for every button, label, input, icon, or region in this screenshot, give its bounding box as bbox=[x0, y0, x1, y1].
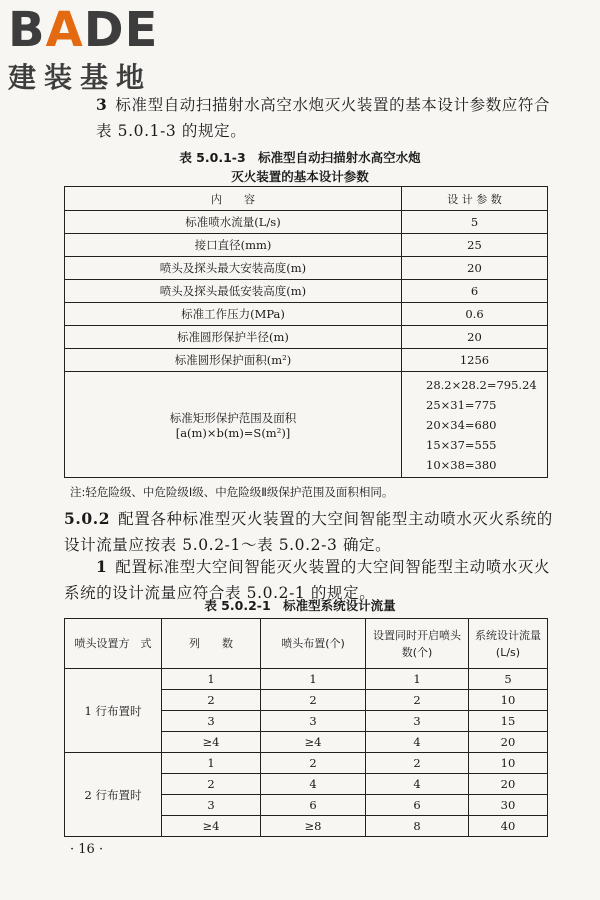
table2-header: 喷头设置方 式 bbox=[65, 619, 162, 669]
table-row: 喷头及探头最大安装高度(m) 20 bbox=[65, 257, 548, 280]
table2-header: 系统设计流量(L/s) bbox=[469, 619, 548, 669]
table-row: 标准圆形保护面积(m²) 1256 bbox=[65, 349, 548, 372]
table-row: 2 行布置时 1 2 2 10 bbox=[65, 753, 548, 774]
rect-protection-values: 28.2×28.2=795.24 25×31=775 20×34=680 15×37=555 10×38=380 bbox=[402, 372, 548, 478]
bade-logo bbox=[8, 2, 178, 96]
table-row: ≥4 ≥8 8 40 bbox=[65, 816, 548, 837]
table-row: 3 3 3 15 bbox=[65, 711, 548, 732]
table-row: 标准圆形保护半径(m) 20 bbox=[65, 326, 548, 349]
logo-wordmark: BADE bbox=[8, 2, 159, 58]
rect-protection-row bbox=[65, 372, 548, 478]
page-number: · 16 · bbox=[70, 842, 104, 857]
table-row: 标准喷水流量(L/s) 5 bbox=[65, 211, 548, 234]
table2-header: 喷头布置(个) bbox=[261, 619, 366, 669]
group-label: 1 行布置时 bbox=[65, 669, 162, 753]
table-row: 1 行布置时 1 1 1 5 bbox=[65, 669, 548, 690]
group-label: 2 行布置时 bbox=[65, 753, 162, 837]
paragraph-1: 1 配置标准型大空间智能灭火装置的大空间智能型主动喷水灭火系统的设计流量应符合表 5.0.2-1 的规定。 bbox=[64, 557, 551, 602]
table-row: 2 2 2 10 bbox=[65, 690, 548, 711]
logo-chinese: 建装基地 bbox=[8, 61, 153, 94]
system-flow-table bbox=[64, 618, 548, 837]
table-row: 喷头及探头最低安装高度(m) 6 bbox=[65, 280, 548, 303]
table1-note: 注:轻危险级、中危险级Ⅰ级、中危险级Ⅱ级保护范围及面积相同。 bbox=[70, 485, 394, 499]
table-row: 3 6 6 30 bbox=[65, 795, 548, 816]
intro-paragraph: 3 标准型自动扫描射水高空水炮灭火装置的基本设计参数应符合表 5.0.1-3 的规定。 bbox=[96, 95, 551, 140]
table-row: 标准工作压力(MPa) 0.6 bbox=[65, 303, 548, 326]
design-parameters-table bbox=[64, 186, 548, 478]
table1-header: 设 计 参 数 bbox=[402, 187, 548, 211]
rect-protection-label: 标准矩形保护范围及面积 [a(m)×b(m)=S(m²)] bbox=[65, 372, 402, 478]
table-row: 接口直径(mm) 25 bbox=[65, 234, 548, 257]
table2-header: 设置同时开启喷头数(个) bbox=[366, 619, 469, 669]
table2-caption: 表 5.0.2-1 标准型系统设计流量 bbox=[204, 598, 396, 613]
table-row: 2 4 4 20 bbox=[65, 774, 548, 795]
table1-header: 内 容 bbox=[65, 187, 402, 211]
table-row: ≥4 ≥4 4 20 bbox=[65, 732, 548, 753]
table1-caption: 表 5.0.1-3 标准型自动扫描射水高空水炮 灭火装置的基本设计参数 bbox=[179, 150, 421, 184]
table2-header: 列 数 bbox=[162, 619, 261, 669]
section-5-0-2: 5.0.2 配置各种标准型灭火装置的大空间智能型主动喷水灭火系统的设计流量应按表 5.0.2-1～表 5.0.2-3 确定。 bbox=[64, 509, 553, 554]
